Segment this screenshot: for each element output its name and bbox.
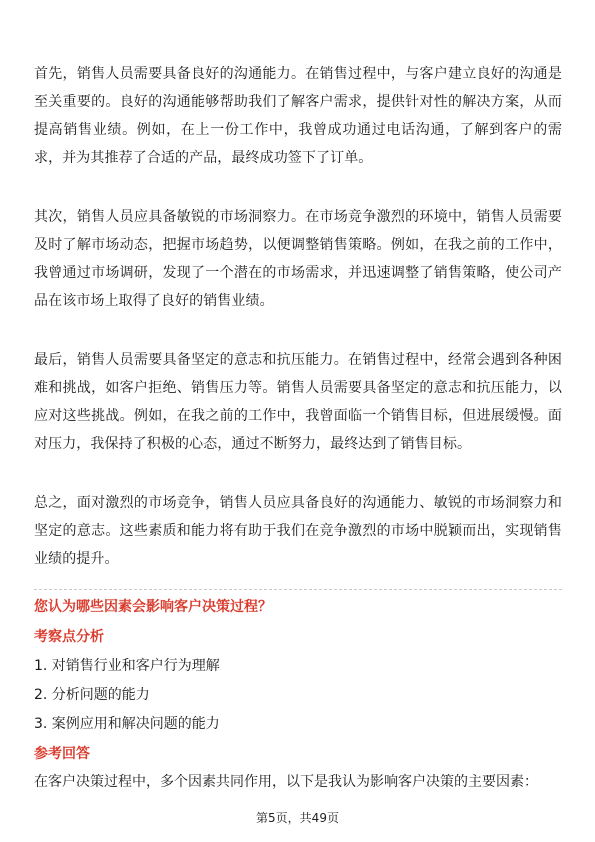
paragraph-conclusion: 总之，面对激烈的市场竞争，销售人员应具备良好的沟通能力、敏锐的市场洞察力和坚定的意志。这些素质和能力将有助于我们在竞争激烈的市场中脱颖而出，实现销售业绩的提升。 xyxy=(34,495,562,567)
paragraph-market-insight: 其次，销售人员应具备敏锐的市场洞察力。在市场竞争激烈的环境中，销售人员需要及时了解市场动态，把握市场趋势，以便调整销售策略。例如，在我之前的工作中，我曾通过市场调研，发现了一个潜在的市场需求，并迅速调整了销售策略，使公司产品在该市场上取得了良好的销售业绩。 xyxy=(34,209,562,309)
list-item: 1. 对销售行业和客户行为理解 xyxy=(34,658,220,674)
question-title: 您认为哪些因素会影响客户决策过程？ xyxy=(34,599,272,615)
section-divider xyxy=(34,589,562,590)
answer-text: 在客户决策过程中，多个因素共同作用，以下是我认为影响客户决策的主要因素： xyxy=(34,774,538,790)
paragraph-communication: 首先，销售人员需要具备良好的沟通能力。在销售过程中，与客户建立良好的沟通是至关重要的。良好的沟通能够帮助我们了解客户需求，提供针对性的解决方案，从而提高销售业绩。例如，在上一份工作中，我曾成功通过电话沟通，了解到客户的需求，并为其推荐了合适的产品，最终成功签下了订单。 xyxy=(34,66,562,166)
paragraph-resilience: 最后，销售人员需要具备坚定的意志和抗压能力。在销售过程中，经常会遇到各种困难和挑战，如客户拒绝、销售压力等。销售人员需要具备坚定的意志和抗压能力，以应对这些挑战。例如，在我之前的工作中，我曾面临一个销售目标，但进展缓慢。面对压力，我保持了积极的心态，通过不断努力，最终达到了销售目标。 xyxy=(34,352,562,452)
answer-heading: 参考回答 xyxy=(34,746,90,762)
analysis-list xyxy=(34,652,220,739)
list-item: 2. 分析问题的能力 xyxy=(34,687,150,703)
analysis-heading: 考察点分析 xyxy=(34,629,104,645)
list-item: 3. 案例应用和解决问题的能力 xyxy=(34,716,220,732)
page-number: 第5页，共49页 xyxy=(256,811,339,825)
